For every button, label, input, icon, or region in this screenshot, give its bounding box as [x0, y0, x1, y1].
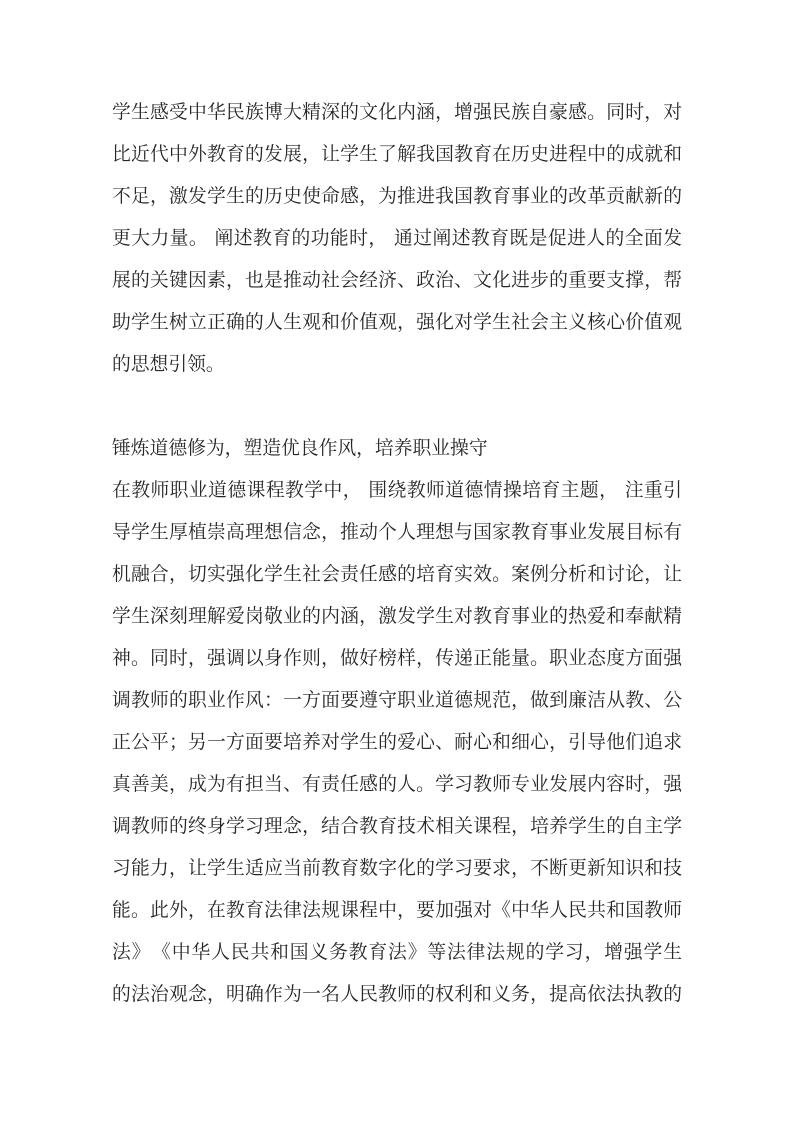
body-text-line: 助学生树立正确的人生观和价值观，强化对学生社会主义核心价值观	[112, 312, 682, 333]
body-text-line: 学生感受中华民族博大精深的文化内涵，增强民族自豪感。同时，对	[112, 102, 682, 123]
body-text-line: 在教师职业道德课程教学中， 围绕教师道德情操培育主题， 注重引	[112, 480, 682, 501]
paragraph-spacer	[112, 386, 682, 428]
body-text-line: 习能力，让学生适应当前教育数字化的学习要求，不断更新知识和技	[112, 858, 682, 879]
body-text-line: 正公平；另一方面要培养对学生的爱心、耐心和细心，引导他们追求	[112, 732, 682, 753]
body-text-line: 调教师的职业作风：一方面要遵守职业道德规范，做到廉洁从教、公	[112, 690, 682, 711]
body-text-line: 调教师的终身学习理念，结合教育技术相关课程，培养学生的自主学	[112, 816, 682, 837]
body-text-line: 真善美，成为有担当、有责任感的人。学习教师专业发展内容时，强	[112, 774, 682, 795]
body-text-line: 不足，激发学生的历史使命感，为推进我国教育事业的改革贡献新的	[112, 186, 682, 207]
body-text-line: 更大力量。 阐述教育的功能时， 通过阐述教育既是促进人的全面发	[112, 228, 682, 249]
body-text-line: 导学生厚植崇高理想信念，推动个人理想与国家教育事业发展目标有	[112, 522, 682, 543]
body-text-line: 的法治观念，明确作为一名人民教师的权利和义务，提高依法执教的	[112, 984, 682, 1005]
body-text-line: 展的关键因素，也是推动社会经济、政治、文化进步的重要支撑，帮	[112, 270, 682, 291]
body-text-line: 的思想引领。	[112, 354, 225, 375]
body-text-line: 比近代中外教育的发展，让学生了解我国教育在历史进程中的成就和	[112, 144, 682, 165]
body-text-line: 神。同时，强调以身作则，做好榜样，传递正能量。职业态度方面强	[112, 648, 682, 669]
body-text-line: 机融合，切实强化学生社会责任感的培育实效。案例分析和讨论，让	[112, 564, 682, 585]
body-text-line: 学生深刻理解爱岗敬业的内涵，激发学生对教育事业的热爱和奉献精	[112, 606, 682, 627]
body-text-line: 能。此外，在教育法律法规课程中，要加强对《中华人民共和国教师	[112, 900, 682, 921]
section-heading-line: 锤炼道德修为，塑造优良作风，培养职业操守	[112, 438, 488, 459]
document-body	[112, 92, 682, 1016]
body-text-line: 法》 《中华人民共和国义务教育法》等法律法规的学习，增强学生	[112, 942, 682, 963]
